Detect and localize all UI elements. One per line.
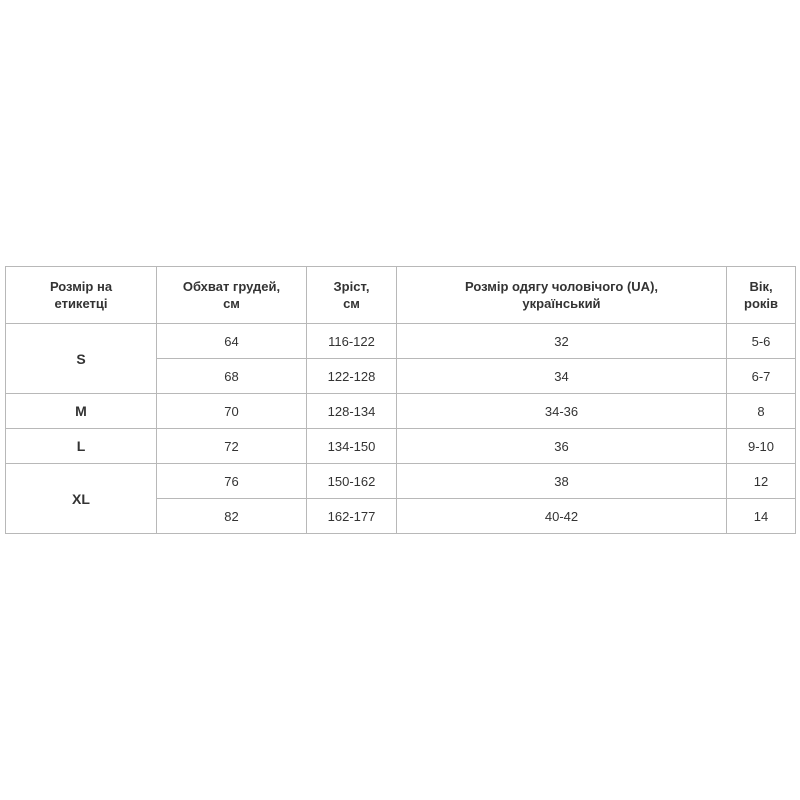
- size-cell: L: [6, 429, 157, 464]
- height-cell: 128-134: [307, 394, 397, 429]
- chest-cell: 82: [157, 499, 307, 534]
- age-cell: 5-6: [727, 324, 796, 359]
- chest-cell: 72: [157, 429, 307, 464]
- height-cell: 116-122: [307, 324, 397, 359]
- chest-cell: 76: [157, 464, 307, 499]
- age-cell: 8: [727, 394, 796, 429]
- age-cell: 12: [727, 464, 796, 499]
- ua-size-cell: 40-42: [397, 499, 727, 534]
- ua-size-cell: 36: [397, 429, 727, 464]
- header-chest: Обхват грудей, см: [157, 267, 307, 324]
- header-label-size: Розмір на етикетці: [6, 267, 157, 324]
- size-cell: M: [6, 394, 157, 429]
- age-cell: 6-7: [727, 359, 796, 394]
- age-cell: 9-10: [727, 429, 796, 464]
- chest-cell: 68: [157, 359, 307, 394]
- height-cell: 150-162: [307, 464, 397, 499]
- header-row: [6, 267, 796, 324]
- ua-size-cell: 38: [397, 464, 727, 499]
- table-row: [6, 394, 796, 429]
- age-cell: 14: [727, 499, 796, 534]
- chest-cell: 70: [157, 394, 307, 429]
- header-age: Вік, років: [727, 267, 796, 324]
- size-chart-table: [5, 266, 796, 534]
- ua-size-cell: 32: [397, 324, 727, 359]
- ua-size-cell: 34-36: [397, 394, 727, 429]
- height-cell: 162-177: [307, 499, 397, 534]
- table-row: [6, 464, 796, 499]
- header-height: Зріст, см: [307, 267, 397, 324]
- header-ua-size: Розмір одягу чоловічого (UA), український: [397, 267, 727, 324]
- height-cell: 134-150: [307, 429, 397, 464]
- chest-cell: 64: [157, 324, 307, 359]
- ua-size-cell: 34: [397, 359, 727, 394]
- size-cell: S: [6, 324, 157, 394]
- table-row: [6, 324, 796, 359]
- height-cell: 122-128: [307, 359, 397, 394]
- size-cell: XL: [6, 464, 157, 534]
- table-row: [6, 429, 796, 464]
